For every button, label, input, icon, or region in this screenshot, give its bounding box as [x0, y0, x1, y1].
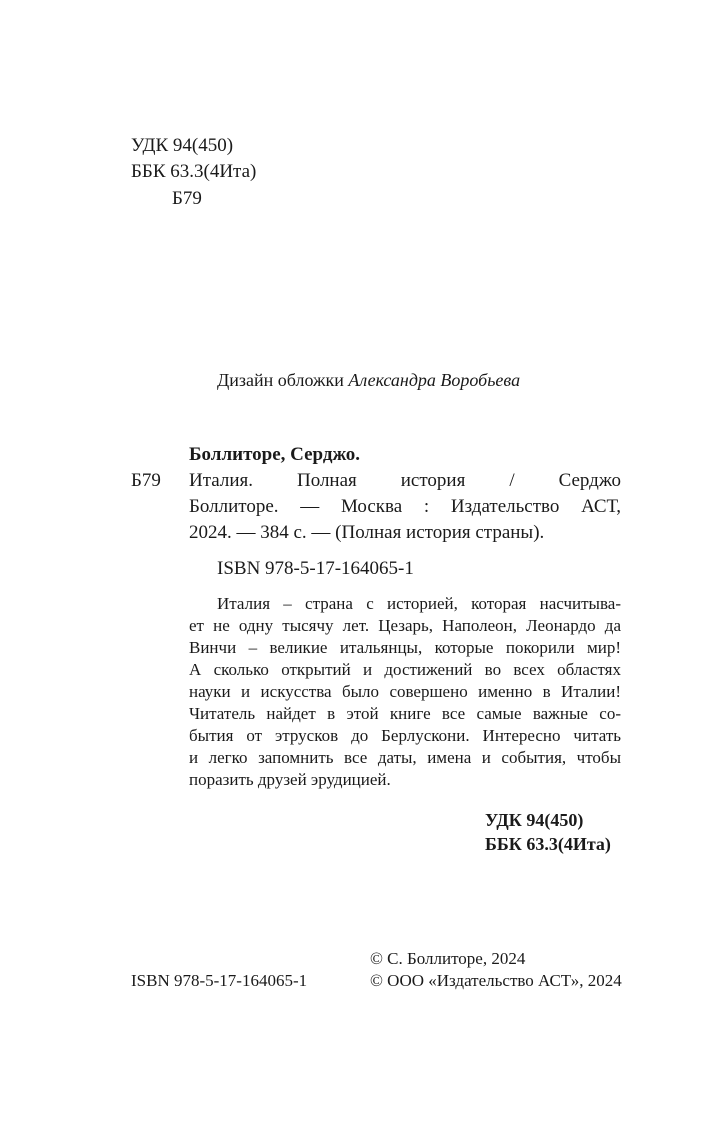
cover-designer-name: Александра Воробьева [348, 370, 521, 390]
copyright-author: © С. Боллиторе, 2024 [370, 949, 526, 968]
footer-isbn: ISBN 978-5-17-164065-1 [131, 971, 308, 990]
record-pages-line: 2024. — 384 с. — (Полная история страны). [189, 522, 545, 543]
bbk-code: ББК 63.3(4Ита) [131, 161, 257, 182]
record-publisher-line: Боллиторе. — Москва : Издательство АСТ, [189, 496, 621, 517]
record-author-mark: Б79 [131, 470, 161, 491]
copyright-publisher: © ООО «Издательство АСТ», 2024 [370, 971, 622, 990]
footer-udk-code: УДК 94(450) [485, 810, 584, 830]
record-author: Боллиторе, Серджо. [189, 444, 361, 465]
annotation-line: Читатель найдет в этой книге все самые важные со- [189, 704, 621, 723]
record-title-line: Италия. Полная история / Серджо [189, 470, 621, 491]
author-mark: Б79 [172, 188, 202, 209]
annotation-line: Италия – страна с историей, которая насчитыва- [217, 594, 621, 613]
annotation-line: науки и искусства было совершено именно в Италии! [189, 682, 621, 701]
footer-bbk-code: ББК 63.3(4Ита) [485, 834, 611, 854]
annotation-line: Винчи – великие итальянцы, которые покорили мир! [189, 638, 621, 657]
annotation-line: поразить друзей эрудицией. [189, 770, 391, 789]
annotation-line: ет не одну тысячу лет. Цезарь, Наполеон, Леонардо да [189, 616, 621, 635]
annotation-line: А сколько открытий и достижений во всех областях [189, 660, 621, 679]
annotation-line: бытия от этрусков до Берлускони. Интересно читать [189, 726, 621, 745]
record-isbn: ISBN 978-5-17-164065-1 [217, 558, 414, 579]
cover-design-credit [217, 368, 520, 392]
annotation-line: и легко запомнить все даты, имена и события, чтобы [189, 748, 621, 767]
annotation [189, 593, 621, 791]
udk-code: УДК 94(450) [131, 135, 234, 156]
cover-design-prefix: Дизайн обложки [217, 370, 349, 390]
